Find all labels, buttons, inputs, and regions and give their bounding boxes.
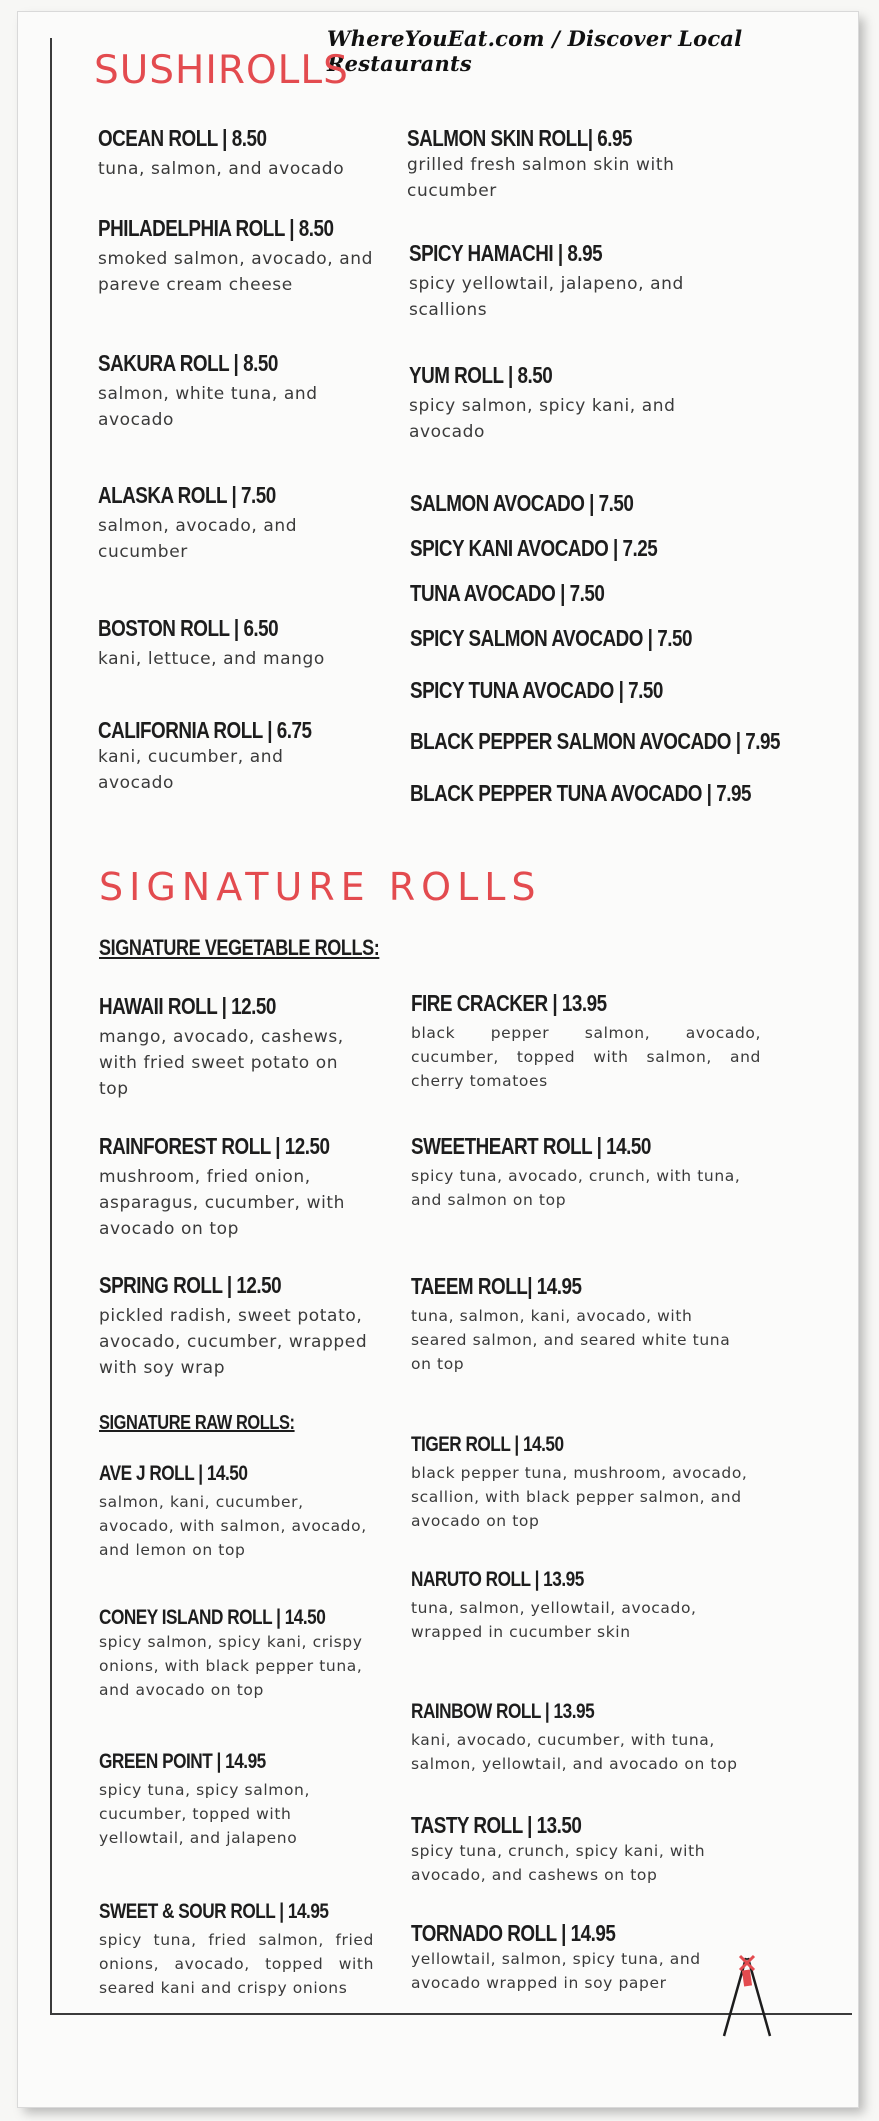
item-name: BLACK PEPPER TUNA AVOCADO | 7.95: [410, 780, 751, 806]
item-name: TORNADO ROLL | 14.95: [411, 1920, 616, 1946]
item-name: SPRING ROLL | 12.50: [99, 1272, 282, 1298]
menu-item: [98, 482, 358, 565]
item-name: PHILADELPHIA ROLL | 8.50: [98, 215, 334, 241]
item-name: TUNA AVOCADO | 7.50: [410, 580, 605, 606]
menu-item: [410, 677, 718, 704]
item-name: AVE J ROLL | 14.50: [99, 1462, 248, 1485]
item-name: NARUTO ROLL | 13.95: [411, 1568, 584, 1591]
item-name: TASTY ROLL | 13.50: [411, 1812, 582, 1838]
veg-subheading: SIGNATURE VEGETABLE ROLLS:: [99, 935, 380, 960]
item-desc: tuna, salmon, and avocado: [98, 159, 345, 179]
raw-subheading: SIGNATURE RAW ROLLS:: [99, 1412, 295, 1434]
item-desc: salmon, avocado, and cucumber: [98, 516, 298, 562]
item-name: SPICY SALMON AVOCADO | 7.50: [410, 625, 692, 651]
menu-item: [410, 728, 861, 755]
item-name: SPICY TUNA AVOCADO | 7.50: [410, 677, 663, 703]
item-desc: black pepper tuna, mushroom, avocado, scallion, with black pepper salmon, and avocado on top: [411, 1464, 748, 1530]
menu-item: [409, 240, 739, 323]
menu-item: [98, 125, 388, 182]
menu-item: [411, 1700, 776, 1776]
menu-item: [411, 1273, 741, 1376]
menu-item: [411, 990, 761, 1093]
menu-item: [410, 490, 682, 517]
menu-item: [410, 780, 826, 807]
item-desc: spicy salmon, spicy kani, crispy onions, with black pepper tuna, and avocado on top: [99, 1633, 363, 1699]
menu-item: [409, 362, 729, 445]
item-name: SALMON SKIN ROLL| 6.95: [407, 125, 633, 151]
item-name: ALASKA ROLL | 7.50: [98, 482, 276, 508]
signature-rolls-title: SIGNATURE ROLLS: [99, 865, 542, 909]
item-name: SPICY HAMACHI | 8.95: [409, 240, 603, 266]
item-desc: black pepper salmon, avocado, cucumber, topped with salmon, and cherry tomatoes: [411, 1024, 761, 1090]
item-name: CALIFORNIA ROLL | 6.75: [98, 717, 312, 743]
item-desc: tuna, salmon, kani, avocado, with seared salmon, and seared white tuna on top: [411, 1307, 731, 1373]
item-name: RAINFOREST ROLL | 12.50: [99, 1133, 330, 1159]
item-desc: spicy tuna, fried salmon, fried onions, avocado, topped with seared kani and crispy onions: [99, 1931, 374, 1997]
item-name: SAKURA ROLL | 8.50: [98, 350, 278, 376]
item-desc: salmon, white tuna, and avocado: [98, 384, 318, 430]
chopsticks-logo-icon: [718, 1950, 778, 2040]
item-desc: kani, lettuce, and mango: [98, 649, 325, 669]
item-name: YUM ROLL | 8.50: [409, 362, 553, 388]
item-name: TAEEM ROLL| 14.95: [411, 1273, 582, 1299]
item-desc: mango, avocado, cashews, with fried sweet potato on top: [99, 1027, 344, 1099]
item-desc: kani, avocado, cucumber, with tuna, salmon, yellowtail, and avocado on top: [411, 1731, 738, 1773]
menu-item: [411, 1920, 751, 1995]
menu-item: [99, 993, 359, 1102]
item-desc: pickled radish, sweet potato, avocado, cucumber, wrapped with soy wrap: [99, 1306, 368, 1378]
item-desc: spicy yellowtail, jalapeno, and scallions: [409, 274, 684, 320]
item-name: CONEY ISLAND ROLL | 14.50: [99, 1606, 326, 1629]
item-desc: yellowtail, salmon, spicy tuna, and avocado wrapped in soy paper: [411, 1950, 701, 1992]
item-name: BLACK PEPPER SALMON AVOCADO | 7.95: [410, 728, 780, 754]
menu-item: [410, 580, 647, 607]
menu-item: [410, 625, 754, 652]
menu-item: [98, 717, 348, 796]
item-desc: grilled fresh salmon skin with cucumber: [407, 155, 675, 201]
item-name: RAINBOW ROLL | 13.95: [411, 1700, 595, 1723]
item-name: TIGER ROLL | 14.50: [411, 1433, 564, 1456]
item-desc: salmon, kani, cucumber, avocado, with salmon, avocado, and lemon on top: [99, 1493, 367, 1559]
item-desc: spicy tuna, spicy salmon, cucumber, topped with yellowtail, and jalapeno: [99, 1781, 310, 1847]
item-desc: tuna, salmon, yellowtail, avocado, wrapped in cucumber skin: [411, 1599, 697, 1641]
menu-item: [411, 1433, 751, 1533]
menu-item: [98, 215, 388, 298]
item-name: BOSTON ROLL | 6.50: [98, 615, 279, 641]
item-name: FIRE CRACKER | 13.95: [411, 990, 607, 1016]
item-desc: spicy salmon, spicy kani, and avocado: [409, 396, 676, 442]
menu-item: [99, 1133, 364, 1242]
menu-item: [99, 1272, 369, 1381]
item-desc: mushroom, fried onion, asparagus, cucumber, with avocado on top: [99, 1167, 346, 1239]
menu-item: [99, 1462, 379, 1562]
item-name: GREEN POINT | 14.95: [99, 1750, 266, 1773]
menu-item: [411, 1568, 751, 1644]
item-desc: kani, cucumber, and avocado: [98, 747, 284, 793]
item-name: SPICY KANI AVOCADO | 7.25: [410, 535, 658, 561]
item-name: SWEETHEART ROLL | 14.50: [411, 1133, 651, 1159]
menu-item: [411, 1812, 751, 1887]
item-name: SALMON AVOCADO | 7.50: [410, 490, 634, 516]
item-desc: spicy tuna, crunch, spicy kani, with avocado, and cashews on top: [411, 1842, 706, 1884]
menu-item: [99, 1900, 374, 2000]
menu-item: [98, 350, 358, 433]
menu-item: [98, 615, 398, 672]
menu-item: [407, 125, 737, 204]
site-header-link[interactable]: WhereYouEat.com / Discover Local Restaurants: [327, 26, 743, 76]
menu-item: [410, 535, 712, 562]
item-name: OCEAN ROLL | 8.50: [98, 125, 267, 151]
menu-item: [99, 1750, 349, 1850]
item-name: HAWAII ROLL | 12.50: [99, 993, 276, 1019]
sushi-rolls-title: SUSHIROLLS: [94, 48, 349, 93]
item-name: SWEET & SOUR ROLL | 14.95: [99, 1900, 329, 1923]
menu-item: [99, 1606, 374, 1702]
item-desc: smoked salmon, avocado, and pareve cream cheese: [98, 249, 374, 295]
item-desc: spicy tuna, avocado, crunch, with tuna, and salmon on top: [411, 1167, 741, 1209]
menu-item: [411, 1133, 741, 1212]
